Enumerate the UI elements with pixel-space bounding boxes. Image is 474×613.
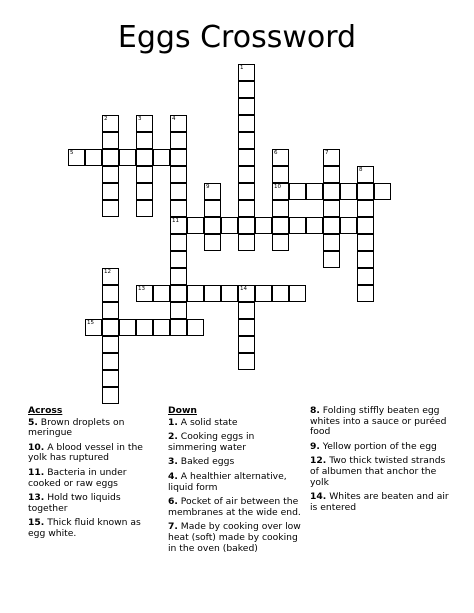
grid-cell[interactable] (170, 285, 187, 302)
grid-cell[interactable] (102, 370, 119, 387)
grid-cell[interactable] (238, 217, 255, 234)
clue-number: 1 (240, 65, 244, 71)
grid-cell[interactable] (238, 200, 255, 217)
grid-cell[interactable] (340, 183, 357, 200)
clue-item-number: 6. (168, 496, 178, 508)
clue-item-text: Bacteria in under cooked or raw eggs (28, 466, 127, 489)
clue-number: 11 (172, 218, 179, 224)
grid-cell[interactable] (238, 64, 255, 81)
clue-number: 8 (359, 167, 363, 173)
grid-cell[interactable] (204, 217, 221, 234)
grid-cell[interactable] (102, 200, 119, 217)
grid-cell[interactable] (187, 217, 204, 234)
grid-cell[interactable] (323, 217, 340, 234)
clue-item-text: Thick fluid known as egg white. (28, 517, 141, 539)
clue-number: 5 (70, 150, 74, 156)
grid-cell[interactable] (272, 217, 289, 234)
clue-item-number: 11. (28, 466, 45, 478)
clue-item-number: 15. (28, 517, 45, 529)
clue-item-number: 2. (168, 431, 178, 443)
clue-item-text: Pocket of air between the membranes at the wide end. (168, 496, 301, 518)
grid-cell[interactable] (170, 234, 187, 251)
clue-item (310, 406, 450, 438)
grid-cell[interactable] (170, 115, 187, 132)
clue-item-number: 14. (310, 491, 327, 503)
grid-cell[interactable] (119, 319, 136, 336)
grid-cell[interactable] (357, 234, 374, 251)
grid-cell[interactable] (238, 336, 255, 353)
clue-item-number: 10. (28, 441, 45, 453)
grid-cell[interactable] (102, 183, 119, 200)
clue-number: 2 (104, 116, 108, 122)
down-heading: Down (168, 405, 197, 416)
clue-number: 15 (87, 320, 94, 326)
grid-cell[interactable] (238, 183, 255, 200)
grid-cell[interactable] (102, 285, 119, 302)
grid-cell[interactable] (170, 149, 187, 166)
clue-item-number: 13. (28, 492, 45, 504)
grid-cell[interactable] (102, 166, 119, 183)
clue-number: 9 (206, 184, 210, 190)
grid-cell[interactable] (357, 166, 374, 183)
clue-item (28, 518, 153, 539)
clue-number: 12 (104, 269, 111, 275)
grid-cell[interactable] (272, 183, 289, 200)
clue-number: 13 (138, 286, 145, 292)
clue-number: 6 (274, 150, 278, 156)
grid-cell[interactable] (357, 251, 374, 268)
grid-cell[interactable] (136, 132, 153, 149)
grid-cell[interactable] (102, 149, 119, 166)
clue-item-number: 7. (168, 521, 178, 533)
clue-item-number: 1. (168, 416, 178, 428)
clue-item (168, 457, 303, 468)
grid-cell[interactable] (170, 183, 187, 200)
grid-cell[interactable] (238, 132, 255, 149)
grid-cell[interactable] (340, 217, 357, 234)
grid-cell[interactable] (357, 200, 374, 217)
grid-cell[interactable] (187, 285, 204, 302)
grid-cell[interactable] (221, 285, 238, 302)
grid-cell[interactable] (136, 166, 153, 183)
grid-cell[interactable] (102, 115, 119, 132)
clue-item (168, 418, 303, 429)
clue-item-text: Whites are beaten and air is entered (310, 491, 449, 513)
grid-cell[interactable] (68, 149, 85, 166)
grid-cell[interactable] (374, 183, 391, 200)
clue-item-number: 3. (168, 456, 178, 468)
grid-cell[interactable] (170, 319, 187, 336)
down-clues-continued (310, 406, 450, 517)
grid-cell[interactable] (289, 285, 306, 302)
clue-item-text: Yellow portion of the egg (319, 440, 437, 452)
grid-cell[interactable] (170, 166, 187, 183)
grid-cell[interactable] (187, 319, 204, 336)
clue-item (28, 468, 153, 489)
grid-cell[interactable] (170, 200, 187, 217)
clue-item-text: A blood vessel in the yolk has ruptured (28, 441, 143, 464)
grid-cell[interactable] (357, 268, 374, 285)
grid-cell[interactable] (170, 268, 187, 285)
down-clues (168, 406, 303, 558)
clue-item-text: Cooking eggs in simmering water (168, 431, 255, 453)
grid-cell[interactable] (323, 166, 340, 183)
grid-cell[interactable] (102, 319, 119, 336)
clue-item-text: A healthier alternative, liquid form (168, 470, 287, 493)
grid-cell[interactable] (323, 149, 340, 166)
clue-item (168, 472, 303, 493)
grid-cell[interactable] (272, 166, 289, 183)
grid-cell[interactable] (306, 217, 323, 234)
clue-item-text: Folding stiffly beaten egg whites into a sauce or puréed food (310, 405, 447, 438)
grid-cell[interactable] (136, 115, 153, 132)
puzzle-title: Eggs Crossword (117, 20, 357, 55)
clue-item (168, 497, 303, 518)
grid-cell[interactable] (102, 302, 119, 319)
clue-item-number: 8. (310, 405, 320, 416)
grid-cell[interactable] (323, 234, 340, 251)
clue-number: 7 (325, 150, 329, 156)
grid-cell[interactable] (170, 217, 187, 234)
grid-cell[interactable] (238, 115, 255, 132)
grid-cell[interactable] (221, 217, 238, 234)
clue-item-number: 5. (28, 416, 38, 428)
grid-cell[interactable] (238, 166, 255, 183)
grid-cell[interactable] (238, 81, 255, 98)
grid-cell[interactable] (272, 285, 289, 302)
grid-cell[interactable] (238, 319, 255, 336)
clue-item-number: 12. (310, 455, 327, 467)
grid-cell[interactable] (204, 234, 221, 251)
grid-cell[interactable] (272, 200, 289, 217)
clue-item (310, 492, 450, 513)
grid-cell[interactable] (238, 234, 255, 251)
grid-cell[interactable] (289, 183, 306, 200)
grid-cell[interactable] (255, 217, 272, 234)
grid-cell[interactable] (119, 149, 136, 166)
grid-cell[interactable] (323, 200, 340, 217)
grid-cell[interactable] (323, 183, 340, 200)
grid-cell[interactable] (85, 149, 102, 166)
clue-item-text: Brown droplets on meringue (28, 416, 125, 439)
grid-cell[interactable] (102, 387, 119, 404)
grid-cell[interactable] (238, 98, 255, 115)
clue-number: 14 (240, 286, 247, 292)
grid-cell[interactable] (357, 285, 374, 302)
clue-number: 4 (172, 116, 176, 122)
clue-item (168, 432, 303, 453)
grid-cell[interactable] (153, 149, 170, 166)
clue-item (310, 442, 450, 453)
grid-cell[interactable] (85, 319, 102, 336)
clue-item-text: Baked eggs (177, 456, 235, 468)
grid-cell[interactable] (306, 183, 323, 200)
grid-cell[interactable] (357, 217, 374, 234)
grid-cell[interactable] (255, 285, 272, 302)
grid-cell[interactable] (204, 200, 221, 217)
grid-cell[interactable] (289, 217, 306, 234)
grid-cell[interactable] (153, 319, 170, 336)
grid-cell[interactable] (357, 183, 374, 200)
grid-cell[interactable] (238, 149, 255, 166)
grid-cell[interactable] (238, 302, 255, 319)
clue-item-text: Two thick twisted strands of albumen that anchor the yolk (310, 455, 446, 488)
clue-number: 10 (274, 184, 281, 190)
clue-number: 3 (138, 116, 142, 122)
clue-item-text: Hold two liquids together (28, 492, 121, 514)
clue-item (28, 493, 153, 514)
grid-cell[interactable] (136, 285, 153, 302)
clue-item (28, 443, 153, 464)
clue-item-text: A solid state (177, 416, 238, 428)
clue-item (310, 456, 450, 488)
grid-cell[interactable] (170, 302, 187, 319)
grid-cell[interactable] (136, 319, 153, 336)
clue-item-number: 4. (168, 470, 178, 482)
grid-cell[interactable] (102, 268, 119, 285)
clue-item (168, 522, 303, 554)
grid-cell[interactable] (136, 183, 153, 200)
clue-item-text: Made by cooking over low heat (soft) made by cooking in the oven (baked) (168, 521, 301, 554)
grid-cell[interactable] (102, 132, 119, 149)
grid-cell[interactable] (136, 200, 153, 217)
clue-item-number: 9. (310, 440, 320, 452)
grid-cell[interactable] (102, 353, 119, 370)
grid-cell[interactable] (153, 285, 170, 302)
grid-cell[interactable] (272, 234, 289, 251)
grid-cell[interactable] (102, 336, 119, 353)
across-heading: Across (28, 405, 63, 416)
grid-cell[interactable] (136, 149, 153, 166)
clue-item (28, 418, 153, 439)
grid-cell[interactable] (170, 251, 187, 268)
grid-cell[interactable] (238, 353, 255, 370)
grid-cell[interactable] (323, 251, 340, 268)
grid-cell[interactable] (238, 285, 255, 302)
across-clues (28, 406, 153, 544)
grid-cell[interactable] (204, 285, 221, 302)
grid-cell[interactable] (170, 132, 187, 149)
grid-cell[interactable] (272, 149, 289, 166)
grid-cell[interactable] (204, 183, 221, 200)
